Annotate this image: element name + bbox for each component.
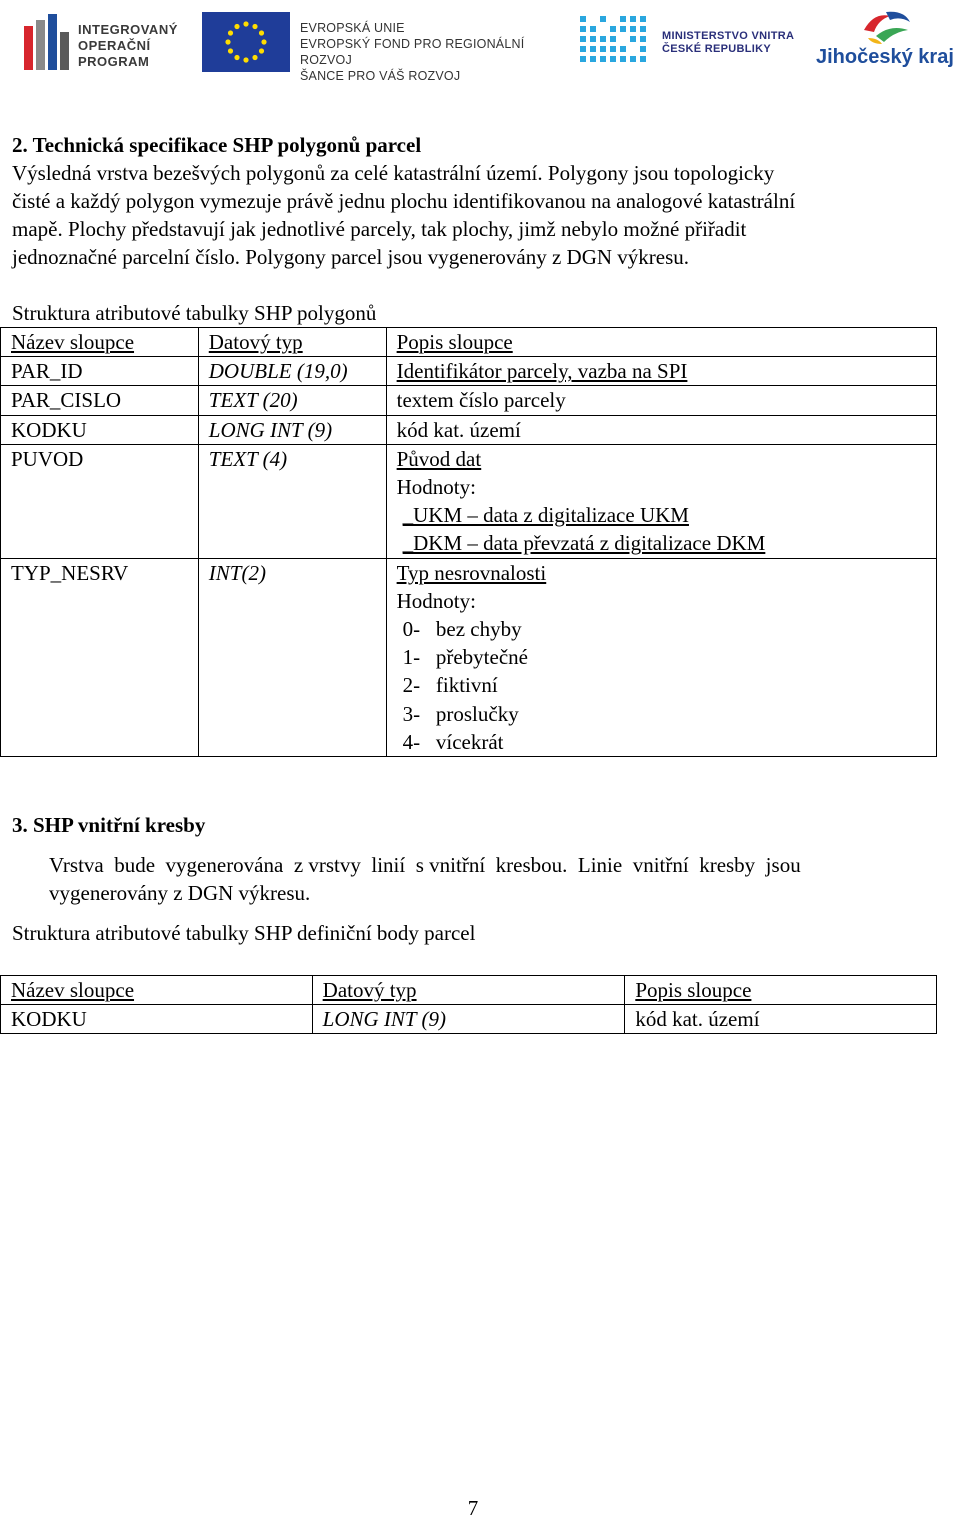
cell-type: TEXT (20) bbox=[198, 386, 386, 415]
cell-name: TYP_NESRV bbox=[1, 558, 199, 756]
cell-name: KODKU bbox=[1, 415, 199, 444]
header-cell-desc: Popis sloupce bbox=[625, 976, 937, 1005]
cell-type: LONG INT (9) bbox=[198, 415, 386, 444]
values-label: Hodnoty: bbox=[396, 475, 476, 500]
ministry-logo bbox=[578, 10, 798, 72]
page-number: 7 bbox=[467, 1496, 479, 1520]
value-item: _DKM – data převzatá z digitalizace DKM bbox=[402, 531, 766, 556]
table-row bbox=[1, 415, 937, 444]
table-row bbox=[1, 1005, 937, 1034]
cell-desc: kód kat. území bbox=[625, 1005, 937, 1034]
definition-points-table bbox=[0, 975, 937, 1034]
paragraph-line: vygenerovány z DGN výkresu. bbox=[49, 881, 311, 905]
desc-title: Typ nesrovnalosti bbox=[396, 560, 547, 585]
header-cell-name: Název sloupce bbox=[1, 976, 313, 1005]
header-cell-name: Název sloupce bbox=[1, 328, 199, 357]
cell-type: LONG INT (9) bbox=[312, 1005, 625, 1034]
header-logos bbox=[0, 8, 960, 83]
cell-desc bbox=[386, 444, 936, 558]
section-2-heading: 2. Technická specifikace SHP polygonů parcel bbox=[12, 133, 422, 157]
table-row bbox=[1, 444, 937, 558]
table-header-row bbox=[1, 328, 937, 357]
table-row bbox=[1, 558, 937, 756]
cell-type: TEXT (4) bbox=[198, 444, 386, 558]
ministry-logo-text: MINISTERSTVO VNITRA ČESKÉ REPUBLIKY bbox=[662, 30, 795, 55]
iop-logo bbox=[20, 12, 180, 72]
value-item: 3- proslučky bbox=[402, 701, 519, 726]
cell-desc: textem číslo parcely bbox=[386, 386, 936, 415]
paragraph-line: jednoznačné parcelní číslo. Polygony parcel jsou vygenerovány z DGN výkresu. bbox=[12, 245, 690, 269]
cell-name: KODKU bbox=[1, 1005, 313, 1034]
cell-desc: Identifikátor parcely, vazba na SPI bbox=[386, 357, 936, 386]
cell-desc: kód kat. území bbox=[386, 415, 936, 444]
value-item: 2- fiktivní bbox=[402, 673, 498, 698]
table-2-title: Struktura atributové tabulky SHP definiční body parcel bbox=[12, 921, 476, 945]
eu-logo-text: EVROPSKÁ UNIE EVROPSKÝ FOND PRO REGIONÁLNÍ ROZVOJ ŠANCE PRO VÁŠ ROZVOJ bbox=[300, 21, 525, 83]
cell-name: PAR_CISLO bbox=[1, 386, 199, 415]
value-item: 4- vícekrát bbox=[402, 729, 504, 754]
iop-logo-icon bbox=[20, 12, 72, 72]
cell-type: DOUBLE (19,0) bbox=[198, 357, 386, 386]
eu-flag-icon bbox=[202, 12, 290, 72]
region-logo bbox=[812, 8, 960, 74]
paragraph-line: Výsledná vrstva bezešvých polygonů za celé katastrální území. Polygony jsou topologicky bbox=[12, 161, 775, 185]
value-item: _UKM – data z digitalizace UKM bbox=[402, 503, 689, 528]
table-row bbox=[1, 357, 937, 386]
value-item: 0- bez chyby bbox=[402, 617, 522, 642]
region-logo-text: Jihočeský kraj bbox=[816, 46, 954, 68]
value-item: 1- přebytečné bbox=[402, 645, 528, 670]
table-1-title: Struktura atributové tabulky SHP polygonů bbox=[12, 301, 377, 325]
values-label: Hodnoty: bbox=[396, 588, 476, 613]
eu-logo bbox=[202, 12, 562, 83]
cell-name: PAR_ID bbox=[1, 357, 199, 386]
polygon-attribute-table bbox=[0, 327, 937, 757]
cell-type: INT(2) bbox=[198, 558, 386, 756]
paragraph-line: Vrstva bude vygenerována z vrstvy linií s vnitřní kresbou. Linie vnitřní kresby jsou bbox=[49, 853, 801, 877]
cell-name: PUVOD bbox=[1, 444, 199, 558]
header-cell-type: Datový typ bbox=[312, 976, 625, 1005]
desc-title: Původ dat bbox=[396, 446, 482, 471]
table-row bbox=[1, 386, 937, 415]
iop-logo-text: INTEGROVANÝ OPERAČNÍ PROGRAM bbox=[78, 22, 178, 69]
section-3-heading: 3. SHP vnitřní kresby bbox=[12, 813, 206, 837]
ministry-dots-icon bbox=[578, 10, 652, 72]
table-header-row bbox=[1, 976, 937, 1005]
paragraph-line: mapě. Plochy představují jak jednotlivé parcely, tak plochy, jimž nebylo možné přiřadit bbox=[12, 217, 747, 241]
header-cell-desc: Popis sloupce bbox=[386, 328, 936, 357]
cell-desc bbox=[386, 558, 936, 756]
region-emblem-icon bbox=[856, 8, 916, 46]
header-cell-type: Datový typ bbox=[198, 328, 386, 357]
paragraph-line: čisté a každý polygon vymezuje právě jednu plochu identifikovanou na analogové katastrální bbox=[12, 189, 796, 213]
